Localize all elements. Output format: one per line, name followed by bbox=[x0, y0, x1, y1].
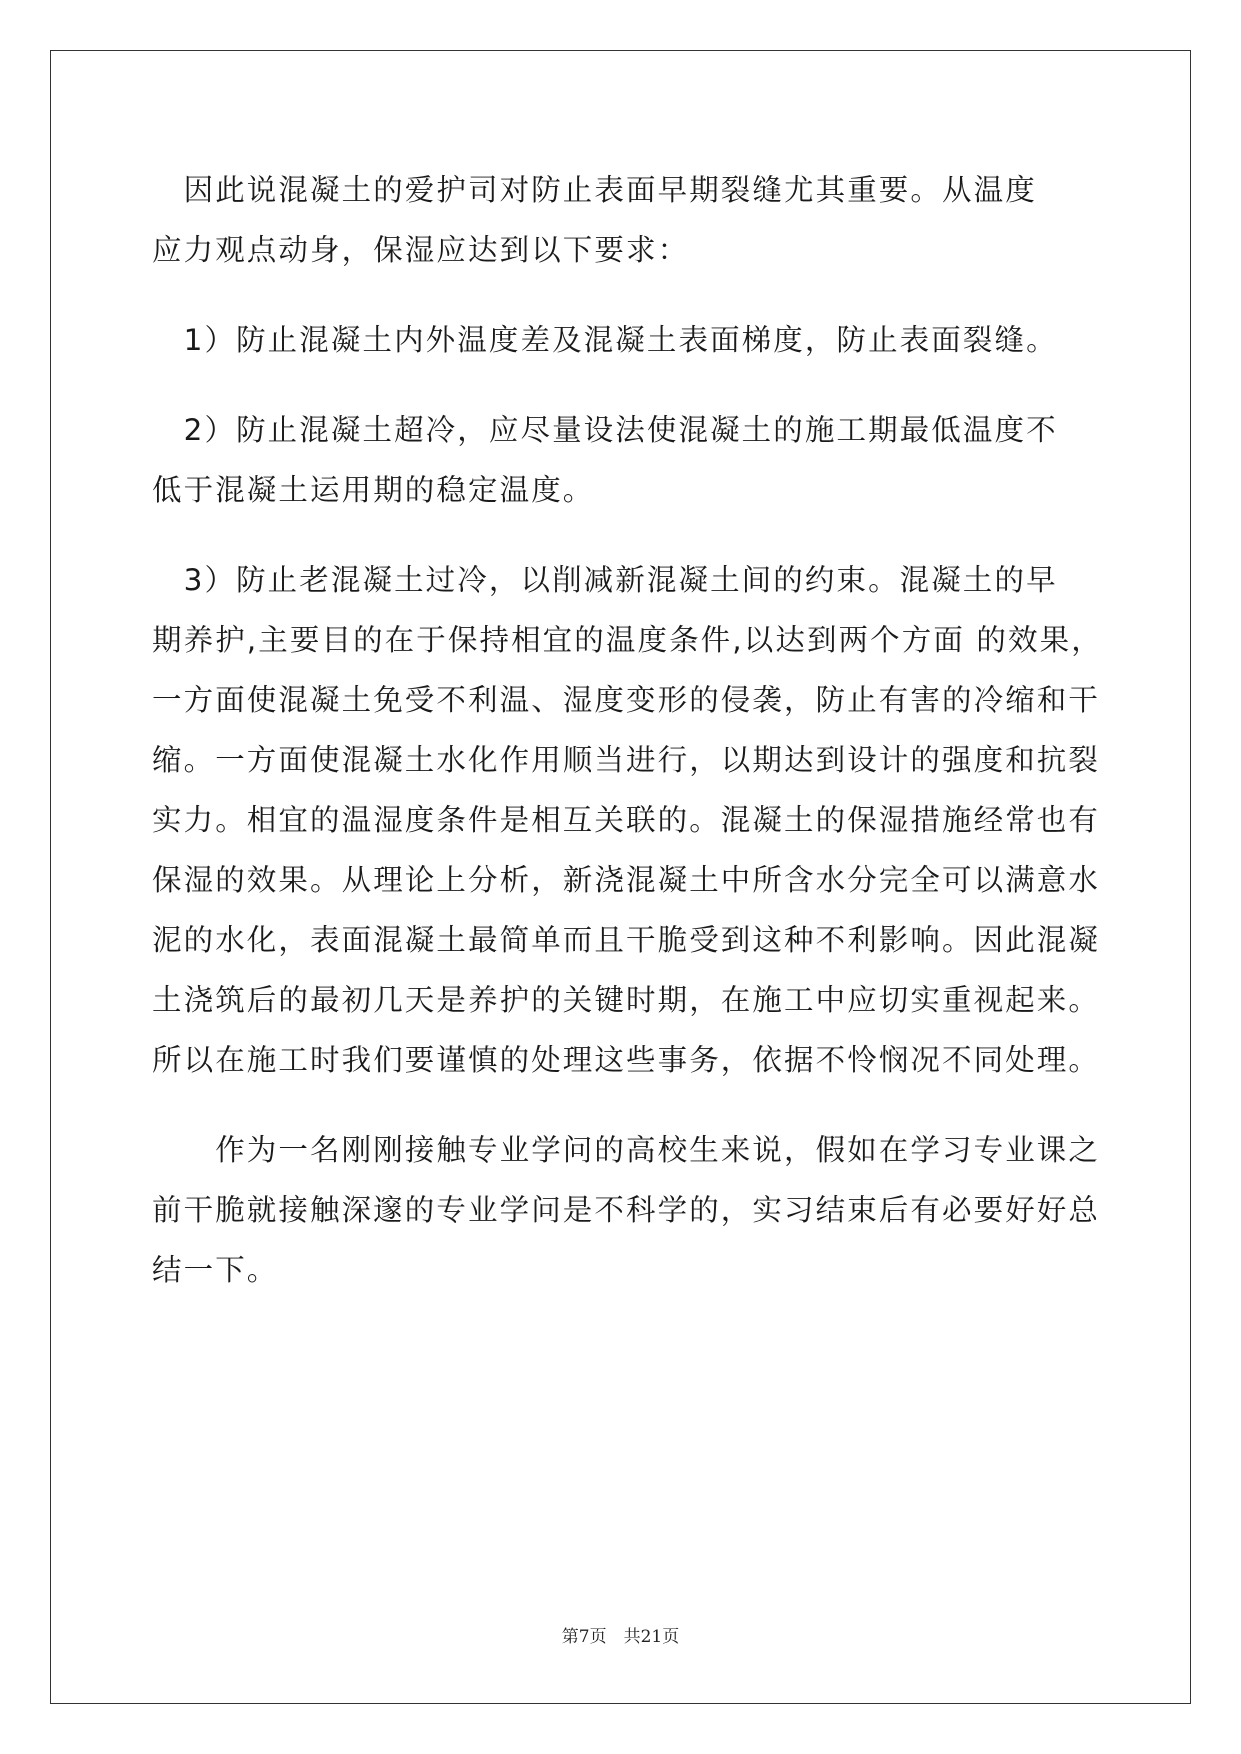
text-line: 泥的水化，表面混凝土最简单而且干脆受到这种不利影响。因此混凝 bbox=[152, 923, 1101, 957]
text-line: 结一下。 bbox=[152, 1253, 279, 1287]
text-line: 一方面使混凝土免受不利温、湿度变形的侵袭，防止有害的冷缩和干 bbox=[152, 683, 1101, 717]
text-line: 保湿的效果。从理论上分析，新浇混凝土中所含水分完全可以满意水 bbox=[152, 863, 1101, 897]
text-line: 低于混凝土运用期的稳定温度。 bbox=[152, 473, 595, 507]
text-line: 作为一名刚刚接触专业学问的高校生来说，假如在学习专业课之 bbox=[152, 1133, 1101, 1167]
text-line: 期养护,主要目的在于保持相宜的温度条件,以达到两个方面 的效果， bbox=[152, 623, 1103, 657]
text-line: 应力观点动身，保湿应达到以下要求： bbox=[152, 233, 690, 267]
page-number-footer: 第7页 共21页 bbox=[561, 1627, 680, 1647]
text-line: 缩。一方面使混凝土水化作用顺当进行，以期达到设计的强度和抗裂 bbox=[152, 743, 1101, 777]
text-line: 1）防止混凝土内外温度差及混凝土表面梯度，防止表面裂缝。 bbox=[152, 323, 1058, 357]
text-line: 2）防止混凝土超冷，应尽量设法使混凝土的施工期最低温度不 bbox=[152, 413, 1058, 447]
text-line: 因此说混凝土的爱护司对防止表面早期裂缝尤其重要。从温度 bbox=[152, 173, 1037, 207]
text-line: 实力。相宜的温湿度条件是相互关联的。混凝土的保湿措施经常也有 bbox=[152, 803, 1101, 837]
text-line: 所以在施工时我们要谨慎的处理这些事务，依据不怜悯况不同处理。 bbox=[152, 1043, 1101, 1077]
text-line: 3）防止老混凝土过冷，以削减新混凝土间的约束。混凝土的早 bbox=[152, 563, 1058, 597]
text-line: 前干脆就接触深邃的专业学问是不科学的，实习结束后有必要好好总 bbox=[152, 1193, 1101, 1227]
document-body bbox=[152, 160, 1103, 1300]
text-line: 土浇筑后的最初几天是养护的关键时期，在施工中应切实重视起来。 bbox=[152, 983, 1101, 1017]
